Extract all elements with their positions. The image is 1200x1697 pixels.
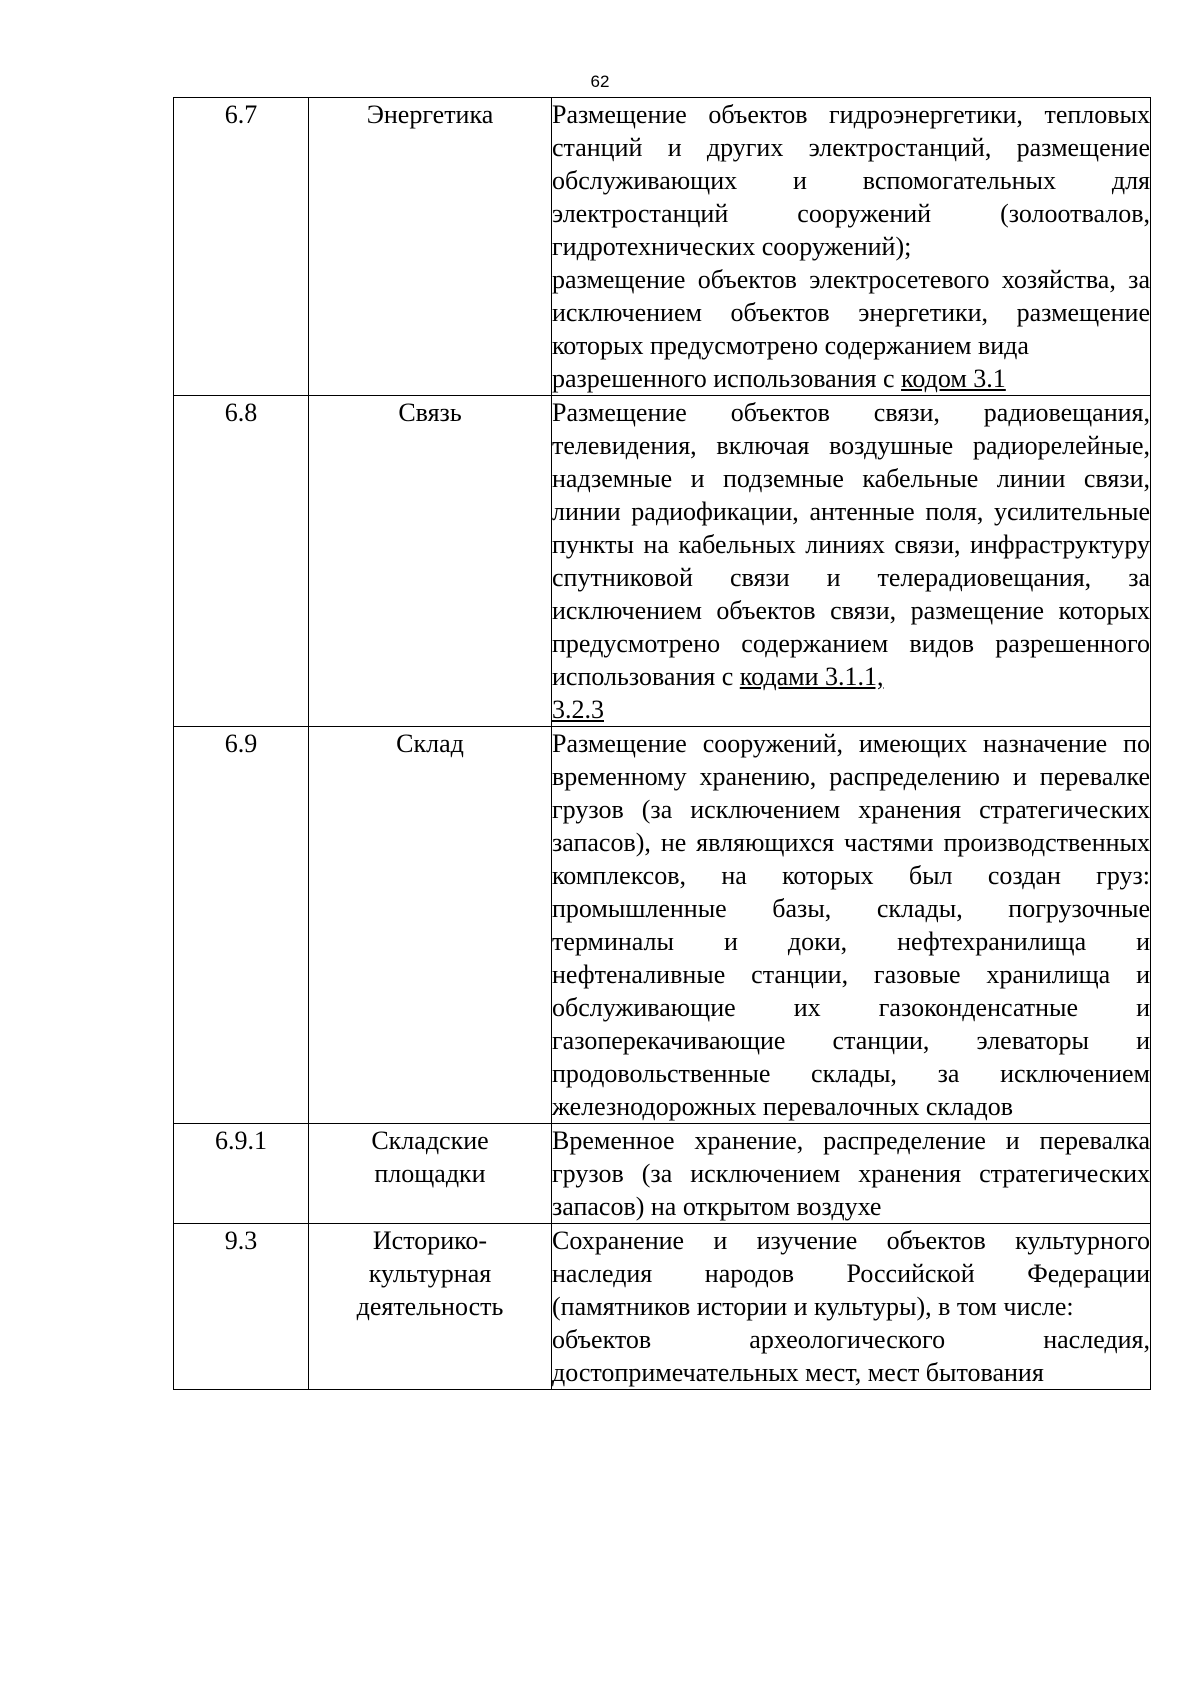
name-text: Склад xyxy=(396,729,464,758)
paragraph-text: Размещение объектов связи, радиовещания, телевидения, включая воздушные радиорелейные, надземные и подземные кабельные линии связи, линии радиофикации, антенные поля, усилительные пункты на кабельных линиях связи, инфраструктуру спутниковой связи и телерадиовещания, за исключением объектов связи, размещение которых предусмотрено содержанием видов разрешенного использования с xyxy=(552,398,1150,691)
table-row xyxy=(174,98,1151,396)
description-paragraph xyxy=(552,396,1150,726)
code-text: 6.9 xyxy=(224,729,258,758)
name-cell xyxy=(309,1224,552,1390)
name-text-line: деятельность xyxy=(356,1292,504,1321)
description-cell xyxy=(552,98,1151,396)
code-text: 6.8 xyxy=(224,398,258,427)
description-cell xyxy=(552,1124,1151,1224)
code-link[interactable]: 3.2.3 xyxy=(552,695,604,724)
table-row xyxy=(174,727,1151,1124)
code-cell xyxy=(174,98,309,396)
code-cell xyxy=(174,727,309,1124)
description-paragraph: Размещение сооружений, имеющих назначение по временному хранению, распределению и перевалке грузов (за исключением хранения стратегических запасов), не являющихся частями производственных комплексов, на которых был создан груз: промышленные базы, склады, погрузочные терминалы и доки, нефтехранилища и нефтеналивные станции, газовые хранилища и обслуживающие их газоконденсатные и газоперекачивающие станции, элеваторы и продовольственные склады, за исключением железнодорожных перевалочных складов xyxy=(552,729,1150,1121)
name-text: Связь xyxy=(398,398,462,427)
table-row xyxy=(174,396,1151,727)
description-paragraph: размещение объектов электросетевого хозяйства, за исключением объектов энергетики, размещение которых предусмотрено содержанием вида xyxy=(552,265,1150,360)
name-text: Энергетика xyxy=(366,100,494,129)
land-use-table xyxy=(173,97,1151,1390)
code-cell xyxy=(174,396,309,727)
code-text: 9.3 xyxy=(224,1226,258,1255)
description-paragraph-tail xyxy=(552,362,1150,395)
table-row xyxy=(174,1224,1151,1390)
code-link[interactable]: кодом 3.1 xyxy=(901,364,1006,393)
page-number: 62 xyxy=(590,72,610,91)
name-cell xyxy=(309,98,552,396)
code-cell xyxy=(174,1124,309,1224)
name-cell xyxy=(309,396,552,727)
description-cell xyxy=(552,1224,1151,1390)
code-link[interactable]: кодами 3.1.1, xyxy=(739,662,884,691)
name-text-line: Складские xyxy=(371,1126,489,1155)
description-paragraph: Сохранение и изучение объектов культурного наследия народов Российской Федерации (памятников истории и культуры), в том числе: xyxy=(552,1226,1150,1321)
name-text-line: площадки xyxy=(374,1159,486,1188)
description-paragraph: Размещение объектов гидроэнергетики, тепловых станций и других электростанций, размещение обслуживающих и вспомогательных для электростанций сооружений (золоотвалов, гидротехнических сооружений); xyxy=(552,100,1150,261)
description-cell xyxy=(552,396,1151,727)
name-text-line: Историко- xyxy=(372,1226,488,1255)
tail-text: разрешенного использования с xyxy=(552,364,902,393)
code-text: 6.7 xyxy=(224,100,258,129)
code-text: 6.9.1 xyxy=(215,1126,267,1155)
description-paragraph: объектов археологического наследия, достопримечательных мест, мест бытования xyxy=(552,1325,1150,1387)
table-row xyxy=(174,1124,1151,1224)
description-cell xyxy=(552,727,1151,1124)
code-cell xyxy=(174,1224,309,1390)
name-text-line: культурная xyxy=(368,1259,492,1288)
name-cell xyxy=(309,727,552,1124)
name-cell xyxy=(309,1124,552,1224)
description-paragraph: Временное хранение, распределение и перевалка грузов (за исключением хранения стратегических запасов) на открытом воздухе xyxy=(552,1126,1150,1221)
